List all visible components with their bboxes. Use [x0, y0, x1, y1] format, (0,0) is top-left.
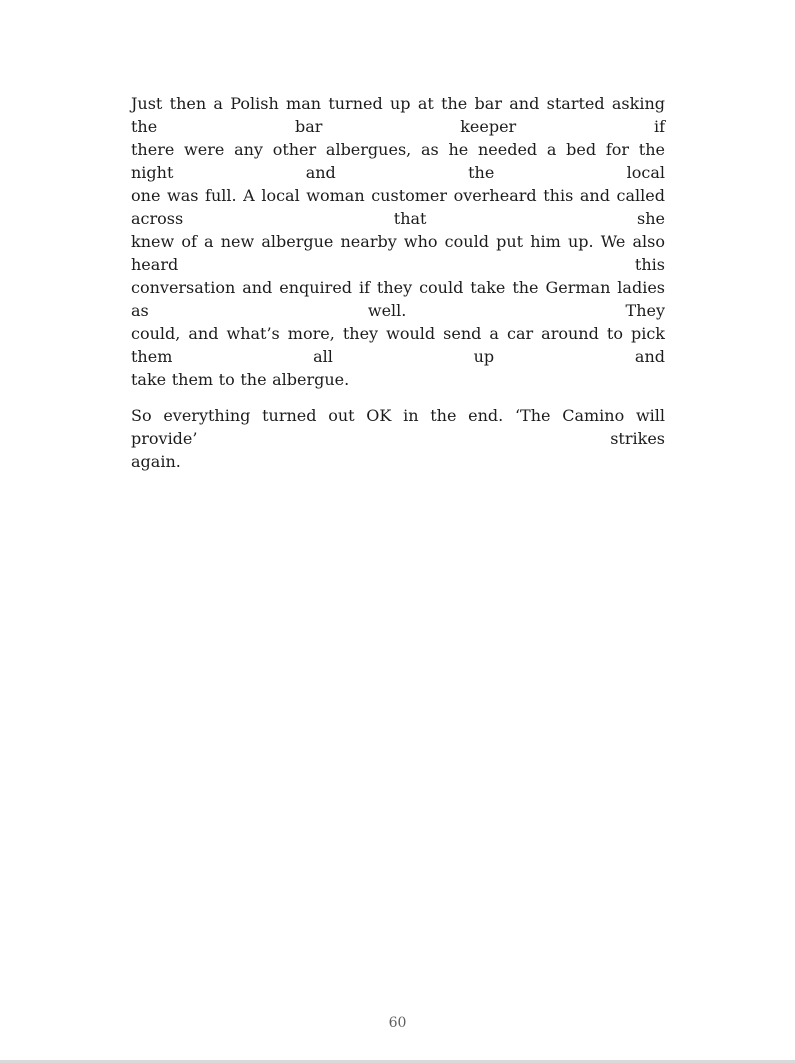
page-number: 60	[388, 1015, 407, 1031]
paragraph-2-line: So everything turned out OK in the end. ‘The Camino will provide’ strikes	[131, 406, 665, 448]
paragraph-2-line: again.	[131, 452, 181, 471]
paragraph-1-line: one was full. A local woman customer overheard this and called across that she	[131, 186, 665, 228]
paragraph-1-line: there were any other albergues, as he needed a bed for the night and the local	[131, 140, 665, 182]
paragraph-2	[131, 404, 665, 473]
paragraph-1-line: could, and what’s more, they would send a car around to pick them all up and	[131, 324, 665, 366]
paragraph-1-line: knew of a new albergue nearby who could put him up. We also heard this	[131, 232, 665, 274]
body-text	[131, 92, 665, 486]
paragraph-1	[131, 92, 665, 391]
paragraph-1-line: conversation and enquired if they could take the German ladies as well. They	[131, 278, 665, 320]
paragraph-1-line: Just then a Polish man turned up at the bar and started asking the bar keeper if	[131, 94, 665, 136]
paragraph-1-line: take them to the albergue.	[131, 370, 350, 389]
